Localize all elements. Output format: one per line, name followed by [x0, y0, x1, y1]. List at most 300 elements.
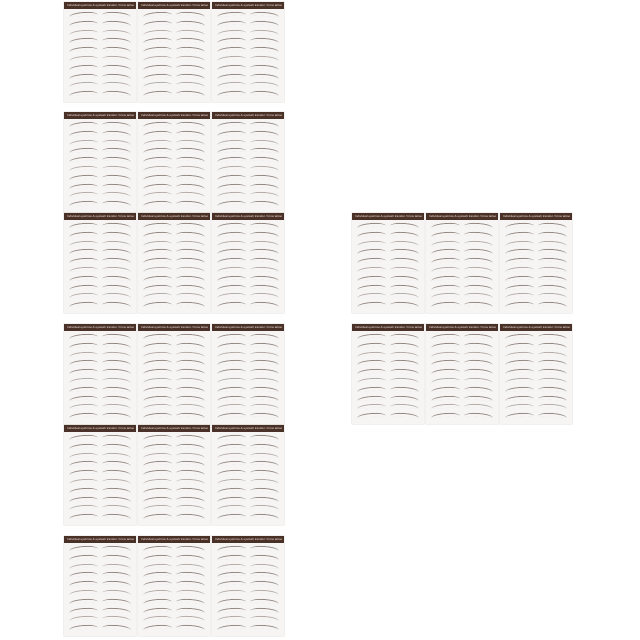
- right-eyebrow-sticker: [250, 81, 279, 87]
- sheet-header: Individual eyebrow & eyelash transfer / brow tattoo: [138, 213, 210, 220]
- right-eyebrow-sticker: [390, 301, 419, 307]
- eyebrow-pair: [354, 240, 422, 245]
- right-eyebrow-sticker: [464, 301, 493, 307]
- right-eyebrow-sticker: [176, 571, 205, 577]
- right-eyebrow-sticker: [176, 452, 205, 458]
- eyebrow-pair: [428, 222, 496, 227]
- left-eyebrow-sticker: [69, 73, 98, 79]
- left-eyebrow-sticker: [217, 130, 246, 136]
- left-eyebrow-sticker: [143, 292, 172, 298]
- left-eyebrow-sticker: [431, 301, 460, 307]
- eyebrow-pair: [428, 292, 496, 297]
- eyebrow-pair: [140, 598, 208, 603]
- eyebrow-sticker-sheet: [212, 112, 284, 212]
- left-eyebrow-sticker: [69, 598, 98, 604]
- right-eyebrow-sticker: [102, 37, 131, 43]
- eyebrow-pair: [214, 147, 282, 152]
- left-eyebrow-sticker: [143, 443, 172, 449]
- right-eyebrow-sticker: [102, 443, 131, 449]
- left-eyebrow-sticker: [143, 377, 172, 383]
- left-eyebrow-sticker: [357, 292, 386, 298]
- eyebrow-pair: [214, 37, 282, 42]
- eyebrow-pair: [140, 571, 208, 576]
- left-eyebrow-sticker: [431, 351, 460, 357]
- right-eyebrow-sticker: [102, 624, 131, 630]
- right-eyebrow-sticker: [102, 121, 131, 127]
- eyebrow-pair: [140, 589, 208, 594]
- right-eyebrow-sticker: [176, 46, 205, 52]
- right-eyebrow-sticker: [464, 292, 493, 298]
- left-eyebrow-sticker: [505, 395, 534, 401]
- right-eyebrow-sticker: [250, 386, 279, 392]
- left-eyebrow-sticker: [69, 284, 98, 290]
- eyebrow-pair: [66, 342, 134, 347]
- right-eyebrow-sticker: [102, 156, 131, 162]
- left-eyebrow-sticker: [143, 165, 172, 171]
- left-eyebrow-sticker: [69, 275, 98, 281]
- left-eyebrow-sticker: [217, 460, 246, 466]
- left-eyebrow-sticker: [69, 147, 98, 153]
- eyebrow-pair: [214, 598, 282, 603]
- right-eyebrow-sticker: [250, 11, 279, 17]
- left-eyebrow-sticker: [217, 231, 246, 237]
- left-eyebrow-sticker: [217, 257, 246, 263]
- sheet-group-8: [352, 324, 572, 424]
- eyebrow-rows: [140, 434, 208, 523]
- left-eyebrow-sticker: [217, 452, 246, 458]
- left-eyebrow-sticker: [431, 222, 460, 228]
- eyebrow-pair: [66, 275, 134, 280]
- left-eyebrow-sticker: [217, 563, 246, 569]
- eyebrow-pair: [140, 121, 208, 126]
- right-eyebrow-sticker: [464, 351, 493, 357]
- eyebrow-pair: [140, 504, 208, 509]
- right-eyebrow-sticker: [250, 395, 279, 401]
- right-eyebrow-sticker: [176, 183, 205, 189]
- eyebrow-pair: [214, 478, 282, 483]
- left-eyebrow-sticker: [505, 284, 534, 290]
- right-eyebrow-sticker: [102, 589, 131, 595]
- right-eyebrow-sticker: [464, 342, 493, 348]
- left-eyebrow-sticker: [143, 11, 172, 17]
- eyebrow-pair: [214, 64, 282, 69]
- left-eyebrow-sticker: [143, 46, 172, 52]
- eyebrow-pair: [502, 240, 570, 245]
- eyebrow-pair: [140, 513, 208, 518]
- eyebrow-pair: [214, 121, 282, 126]
- right-eyebrow-sticker: [250, 434, 279, 440]
- eyebrow-pair: [140, 222, 208, 227]
- right-eyebrow-sticker: [250, 292, 279, 298]
- sheet-header: Individual eyebrow & eyelash transfer / brow tattoo: [138, 112, 210, 119]
- eyebrow-pair: [214, 460, 282, 465]
- eyebrow-pair: [214, 165, 282, 170]
- left-eyebrow-sticker: [505, 292, 534, 298]
- right-eyebrow-sticker: [250, 513, 279, 519]
- right-eyebrow-sticker: [176, 598, 205, 604]
- right-eyebrow-sticker: [102, 191, 131, 197]
- sheet-header: Individual eyebrow & eyelash transfer / brow tattoo: [64, 425, 136, 432]
- left-eyebrow-sticker: [505, 248, 534, 254]
- eyebrow-pair: [140, 460, 208, 465]
- eyebrow-pair: [354, 301, 422, 306]
- left-eyebrow-sticker: [69, 359, 98, 365]
- eyebrow-sticker-sheet: [212, 536, 284, 636]
- left-eyebrow-sticker: [357, 412, 386, 418]
- right-eyebrow-sticker: [102, 73, 131, 79]
- right-eyebrow-sticker: [176, 37, 205, 43]
- left-eyebrow-sticker: [143, 624, 172, 630]
- eyebrow-rows: [214, 11, 282, 100]
- eyebrow-pair: [214, 73, 282, 78]
- right-eyebrow-sticker: [102, 240, 131, 246]
- left-eyebrow-sticker: [505, 412, 534, 418]
- eyebrow-pair: [502, 257, 570, 262]
- eyebrow-sticker-sheet: [138, 425, 210, 525]
- eyebrow-pair: [214, 11, 282, 16]
- right-eyebrow-sticker: [250, 191, 279, 197]
- right-eyebrow-sticker: [538, 240, 567, 246]
- eyebrow-pair: [502, 342, 570, 347]
- eyebrow-pair: [428, 368, 496, 373]
- eyebrow-rows: [354, 222, 422, 311]
- eyebrow-pair: [140, 377, 208, 382]
- left-eyebrow-sticker: [217, 443, 246, 449]
- left-eyebrow-sticker: [69, 554, 98, 560]
- eyebrow-pair: [140, 403, 208, 408]
- right-eyebrow-sticker: [250, 183, 279, 189]
- left-eyebrow-sticker: [143, 395, 172, 401]
- right-eyebrow-sticker: [102, 165, 131, 171]
- left-eyebrow-sticker: [143, 554, 172, 560]
- eyebrow-pair: [428, 275, 496, 280]
- eyebrow-pair: [66, 386, 134, 391]
- left-eyebrow-sticker: [143, 333, 172, 339]
- right-eyebrow-sticker: [102, 222, 131, 228]
- left-eyebrow-sticker: [505, 240, 534, 246]
- left-eyebrow-sticker: [69, 183, 98, 189]
- right-eyebrow-sticker: [102, 368, 131, 374]
- left-eyebrow-sticker: [143, 275, 172, 281]
- left-eyebrow-sticker: [217, 386, 246, 392]
- eyebrow-pair: [354, 377, 422, 382]
- eyebrow-rows: [214, 434, 282, 523]
- right-eyebrow-sticker: [176, 504, 205, 510]
- sheet-group-5: [64, 425, 284, 525]
- right-eyebrow-sticker: [250, 174, 279, 180]
- eyebrow-pair: [140, 284, 208, 289]
- sheet-header: Individual eyebrow & eyelash transfer / brow tattoo: [138, 425, 210, 432]
- right-eyebrow-sticker: [250, 130, 279, 136]
- right-eyebrow-sticker: [464, 333, 493, 339]
- left-eyebrow-sticker: [505, 386, 534, 392]
- right-eyebrow-sticker: [538, 275, 567, 281]
- eyebrow-pair: [354, 351, 422, 356]
- left-eyebrow-sticker: [143, 301, 172, 307]
- right-eyebrow-sticker: [176, 563, 205, 569]
- eyebrow-pair: [66, 240, 134, 245]
- left-eyebrow-sticker: [69, 248, 98, 254]
- left-eyebrow-sticker: [431, 266, 460, 272]
- left-eyebrow-sticker: [143, 64, 172, 70]
- left-eyebrow-sticker: [357, 257, 386, 263]
- eyebrow-sticker-sheet: [352, 324, 424, 424]
- left-eyebrow-sticker: [69, 37, 98, 43]
- eyebrow-pair: [66, 257, 134, 262]
- right-eyebrow-sticker: [102, 183, 131, 189]
- eyebrow-pair: [214, 386, 282, 391]
- left-eyebrow-sticker: [505, 377, 534, 383]
- left-eyebrow-sticker: [69, 403, 98, 409]
- right-eyebrow-sticker: [176, 156, 205, 162]
- right-eyebrow-sticker: [390, 275, 419, 281]
- right-eyebrow-sticker: [250, 589, 279, 595]
- eyebrow-pair: [354, 266, 422, 271]
- eyebrow-pair: [354, 231, 422, 236]
- eyebrow-pair: [354, 403, 422, 408]
- left-eyebrow-sticker: [69, 46, 98, 52]
- eyebrow-pair: [428, 386, 496, 391]
- right-eyebrow-sticker: [102, 333, 131, 339]
- eyebrow-pair: [502, 266, 570, 271]
- eyebrow-pair: [66, 222, 134, 227]
- eyebrow-pair: [354, 275, 422, 280]
- left-eyebrow-sticker: [217, 156, 246, 162]
- left-eyebrow-sticker: [431, 403, 460, 409]
- sheet-header: Individual eyebrow & eyelash transfer / brow tattoo: [64, 536, 136, 543]
- right-eyebrow-sticker: [250, 156, 279, 162]
- eyebrow-rows: [354, 333, 422, 422]
- left-eyebrow-sticker: [217, 191, 246, 197]
- left-eyebrow-sticker: [357, 386, 386, 392]
- left-eyebrow-sticker: [217, 174, 246, 180]
- right-eyebrow-sticker: [102, 615, 131, 621]
- eyebrow-pair: [66, 607, 134, 612]
- eyebrow-sticker-sheet: [138, 2, 210, 102]
- left-eyebrow-sticker: [505, 403, 534, 409]
- eyebrow-pair: [214, 571, 282, 576]
- right-eyebrow-sticker: [464, 368, 493, 374]
- eyebrow-pair: [354, 292, 422, 297]
- eyebrow-sticker-sheet: [138, 112, 210, 212]
- left-eyebrow-sticker: [217, 64, 246, 70]
- right-eyebrow-sticker: [464, 359, 493, 365]
- right-eyebrow-sticker: [102, 545, 131, 551]
- eyebrow-pair: [214, 174, 282, 179]
- right-eyebrow-sticker: [102, 257, 131, 263]
- left-eyebrow-sticker: [217, 240, 246, 246]
- eyebrow-pair: [214, 90, 282, 95]
- right-eyebrow-sticker: [390, 284, 419, 290]
- left-eyebrow-sticker: [217, 377, 246, 383]
- left-eyebrow-sticker: [143, 580, 172, 586]
- right-eyebrow-sticker: [176, 165, 205, 171]
- right-eyebrow-sticker: [176, 301, 205, 307]
- sheet-header: Individual eyebrow & eyelash transfer / brow tattoo: [212, 2, 284, 9]
- eyebrow-pair: [428, 284, 496, 289]
- eyebrow-rows: [502, 222, 570, 311]
- left-eyebrow-sticker: [69, 342, 98, 348]
- left-eyebrow-sticker: [431, 368, 460, 374]
- right-eyebrow-sticker: [390, 222, 419, 228]
- right-eyebrow-sticker: [464, 377, 493, 383]
- eyebrow-pair: [66, 121, 134, 126]
- left-eyebrow-sticker: [217, 571, 246, 577]
- left-eyebrow-sticker: [431, 377, 460, 383]
- eyebrow-pair: [140, 412, 208, 417]
- right-eyebrow-sticker: [102, 434, 131, 440]
- right-eyebrow-sticker: [464, 386, 493, 392]
- eyebrow-pair: [502, 386, 570, 391]
- right-eyebrow-sticker: [250, 598, 279, 604]
- left-eyebrow-sticker: [431, 359, 460, 365]
- sheet-header: Individual eyebrow & eyelash transfer / brow tattoo: [352, 324, 424, 331]
- left-eyebrow-sticker: [505, 359, 534, 365]
- eyebrow-sticker-sheet: [64, 536, 136, 636]
- eyebrow-pair: [214, 81, 282, 86]
- eyebrow-pair: [214, 377, 282, 382]
- eyebrow-pair: [66, 64, 134, 69]
- left-eyebrow-sticker: [217, 368, 246, 374]
- right-eyebrow-sticker: [250, 37, 279, 43]
- left-eyebrow-sticker: [217, 20, 246, 26]
- right-eyebrow-sticker: [102, 607, 131, 613]
- eyebrow-pair: [140, 130, 208, 135]
- eyebrow-rows: [214, 545, 282, 634]
- right-eyebrow-sticker: [250, 478, 279, 484]
- eyebrow-pair: [140, 615, 208, 620]
- left-eyebrow-sticker: [143, 147, 172, 153]
- eyebrow-pair: [214, 139, 282, 144]
- left-eyebrow-sticker: [217, 545, 246, 551]
- right-eyebrow-sticker: [176, 580, 205, 586]
- eyebrow-pair: [214, 284, 282, 289]
- left-eyebrow-sticker: [505, 266, 534, 272]
- eyebrow-pair: [140, 183, 208, 188]
- left-eyebrow-sticker: [217, 248, 246, 254]
- left-eyebrow-sticker: [69, 29, 98, 35]
- sheet-header: Individual eyebrow & eyelash transfer / brow tattoo: [138, 2, 210, 9]
- left-eyebrow-sticker: [143, 240, 172, 246]
- eyebrow-pair: [66, 368, 134, 373]
- right-eyebrow-sticker: [538, 266, 567, 272]
- eyebrow-pair: [428, 333, 496, 338]
- left-eyebrow-sticker: [217, 403, 246, 409]
- right-eyebrow-sticker: [538, 351, 567, 357]
- left-eyebrow-sticker: [69, 266, 98, 272]
- sheet-header: Individual eyebrow & eyelash transfer / brow tattoo: [212, 425, 284, 432]
- right-eyebrow-sticker: [250, 240, 279, 246]
- eyebrow-rows: [140, 121, 208, 210]
- eyebrow-pair: [214, 434, 282, 439]
- left-eyebrow-sticker: [69, 377, 98, 383]
- left-eyebrow-sticker: [69, 222, 98, 228]
- right-eyebrow-sticker: [102, 598, 131, 604]
- eyebrow-pair: [66, 183, 134, 188]
- right-eyebrow-sticker: [176, 191, 205, 197]
- left-eyebrow-sticker: [143, 342, 172, 348]
- right-eyebrow-sticker: [538, 368, 567, 374]
- right-eyebrow-sticker: [176, 55, 205, 61]
- left-eyebrow-sticker: [143, 174, 172, 180]
- right-eyebrow-sticker: [538, 386, 567, 392]
- right-eyebrow-sticker: [250, 496, 279, 502]
- right-eyebrow-sticker: [250, 301, 279, 307]
- sheet-header: Individual eyebrow & eyelash transfer / brow tattoo: [426, 213, 498, 220]
- eyebrow-pair: [140, 359, 208, 364]
- left-eyebrow-sticker: [143, 403, 172, 409]
- right-eyebrow-sticker: [464, 395, 493, 401]
- right-eyebrow-sticker: [102, 284, 131, 290]
- right-eyebrow-sticker: [250, 504, 279, 510]
- eyebrow-pair: [140, 266, 208, 271]
- right-eyebrow-sticker: [176, 624, 205, 630]
- right-eyebrow-sticker: [250, 452, 279, 458]
- eyebrow-pair: [66, 504, 134, 509]
- eyebrow-pair: [66, 156, 134, 161]
- left-eyebrow-sticker: [143, 563, 172, 569]
- left-eyebrow-sticker: [69, 496, 98, 502]
- right-eyebrow-sticker: [176, 275, 205, 281]
- eyebrow-pair: [140, 174, 208, 179]
- right-eyebrow-sticker: [250, 333, 279, 339]
- right-eyebrow-sticker: [176, 377, 205, 383]
- right-eyebrow-sticker: [102, 301, 131, 307]
- right-eyebrow-sticker: [390, 231, 419, 237]
- eyebrow-pair: [502, 403, 570, 408]
- eyebrow-pair: [214, 29, 282, 34]
- left-eyebrow-sticker: [431, 386, 460, 392]
- eyebrow-pair: [66, 174, 134, 179]
- eyebrow-pair: [214, 275, 282, 280]
- left-eyebrow-sticker: [69, 81, 98, 87]
- right-eyebrow-sticker: [390, 359, 419, 365]
- eyebrow-pair: [354, 284, 422, 289]
- sheet-header: Individual eyebrow & eyelash transfer / brow tattoo: [138, 324, 210, 331]
- right-eyebrow-sticker: [250, 90, 279, 96]
- eyebrow-pair: [66, 496, 134, 501]
- left-eyebrow-sticker: [217, 139, 246, 145]
- left-eyebrow-sticker: [143, 20, 172, 26]
- left-eyebrow-sticker: [69, 563, 98, 569]
- eyebrow-pair: [428, 342, 496, 347]
- left-eyebrow-sticker: [143, 200, 172, 206]
- eyebrow-rows: [66, 434, 134, 523]
- eyebrow-pair: [214, 615, 282, 620]
- eyebrow-rows: [140, 333, 208, 422]
- right-eyebrow-sticker: [250, 200, 279, 206]
- eyebrow-pair: [140, 191, 208, 196]
- sheet-header: Individual eyebrow & eyelash transfer / brow tattoo: [212, 324, 284, 331]
- eyebrow-pair: [140, 165, 208, 170]
- left-eyebrow-sticker: [357, 342, 386, 348]
- eyebrow-pair: [428, 266, 496, 271]
- eyebrow-sticker-sheet: [138, 213, 210, 313]
- eyebrow-pair: [66, 55, 134, 60]
- right-eyebrow-sticker: [390, 333, 419, 339]
- left-eyebrow-sticker: [357, 240, 386, 246]
- eyebrow-pair: [66, 563, 134, 568]
- left-eyebrow-sticker: [505, 342, 534, 348]
- eyebrow-pair: [214, 266, 282, 271]
- right-eyebrow-sticker: [102, 351, 131, 357]
- right-eyebrow-sticker: [250, 580, 279, 586]
- eyebrow-pair: [502, 359, 570, 364]
- left-eyebrow-sticker: [69, 200, 98, 206]
- eyebrow-pair: [140, 443, 208, 448]
- right-eyebrow-sticker: [390, 377, 419, 383]
- eyebrow-pair: [66, 333, 134, 338]
